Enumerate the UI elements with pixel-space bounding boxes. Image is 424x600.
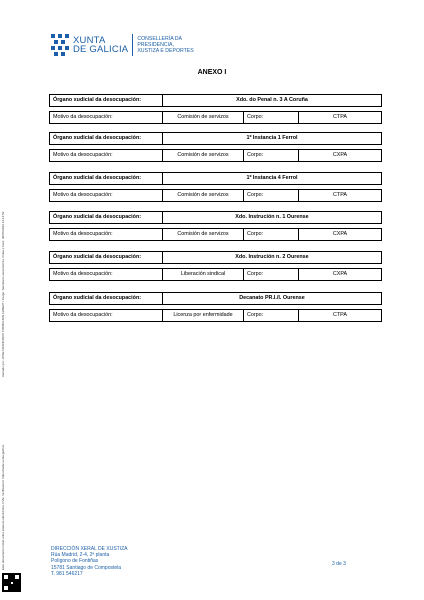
- xunta-crest-icon: [51, 34, 69, 57]
- conselleria-line1: CONSELLERÍA DA: [137, 36, 183, 42]
- document-title: ANEXO I: [197, 69, 227, 76]
- organo-value: Xdo. Instrución n. 2 Ourense: [163, 252, 382, 264]
- corpo-label: Corpo:: [244, 229, 299, 241]
- corpo-label: Corpo:: [244, 269, 299, 281]
- motivo-label: Motivo da desocupación:: [50, 229, 163, 241]
- organo-label: Órgano xudicial da desocupación:: [50, 133, 163, 145]
- conselleria-line2: PRESIDENCIA,: [137, 42, 174, 48]
- vacancy-table-grid: [49, 211, 382, 241]
- organo-row: [50, 293, 382, 305]
- organo-value: Xdo. Instrución n. 1 Ourense: [163, 212, 382, 224]
- corpo-value: CTPA: [299, 190, 382, 202]
- corpo-label: Corpo:: [244, 112, 299, 124]
- organo-label: Órgano xudicial da desocupación:: [50, 252, 163, 264]
- qr-code-icon: [2, 573, 21, 592]
- motivo-value: Comisión de servizos: [163, 150, 244, 162]
- footer-line3: Polígono de Fontiñas: [51, 558, 99, 565]
- organo-value: Xdo. do Penal n. 3 A Coruña: [163, 95, 382, 107]
- vacancy-table-grid: [49, 132, 382, 162]
- motivo-row: [50, 269, 382, 281]
- corpo-value: CXPA: [299, 229, 382, 241]
- motivo-value: Comisión de servizos: [163, 112, 244, 124]
- vacancy-table: [49, 94, 381, 124]
- corpo-label: Corpo:: [244, 190, 299, 202]
- organo-row: [50, 252, 382, 264]
- conselleria-name: [137, 36, 193, 54]
- vacancy-table: [49, 211, 381, 241]
- verification-side-text: Este documento inclúe unha sinatura electrónica. CVE: Verificación: https://sede.xunta.gal/cve: [1, 444, 5, 570]
- page-number: 3 de 3: [332, 561, 346, 567]
- vacancy-table-grid: [49, 94, 382, 124]
- vacancy-table: [49, 292, 381, 322]
- corpo-label: Corpo:: [244, 310, 299, 322]
- vacancy-table-grid: [49, 292, 382, 322]
- signature-side-text: Asinado por: JOSE FRANCISCO TRONCHON ALBERT / Cargo: Secretario xeral técnico / Data e hora: 30/07/2024 14:14:52: [1, 211, 5, 377]
- logo-divider: [132, 34, 133, 56]
- motivo-row: [50, 310, 382, 322]
- footer-address: [51, 546, 128, 577]
- conselleria-line3: XUSTIZA E DEPORTES: [137, 48, 194, 54]
- logo-line2: DE GALICIA: [73, 44, 129, 55]
- organo-value: 1º Instancia 4 Ferrol: [163, 173, 382, 185]
- motivo-label: Motivo da desocupación:: [50, 190, 163, 202]
- vacancy-table-grid: [49, 172, 382, 202]
- organo-label: Órgano xudicial da desocupación:: [50, 293, 163, 305]
- motivo-value: Licenza por enfermidade: [163, 310, 244, 322]
- vacancy-table: [49, 132, 381, 162]
- corpo-value: CTPA: [299, 310, 382, 322]
- organo-row: [50, 95, 382, 107]
- motivo-row: [50, 112, 382, 124]
- motivo-row: [50, 190, 382, 202]
- logo-text: [73, 36, 128, 54]
- motivo-label: Motivo da desocupación:: [50, 150, 163, 162]
- motivo-value: Comisión de servizos: [163, 190, 244, 202]
- motivo-label: Motivo da desocupación:: [50, 310, 163, 322]
- organo-row: [50, 212, 382, 224]
- organo-value: Decanato PR.I./I. Ourense: [163, 293, 382, 305]
- vacancy-table: [49, 172, 381, 202]
- logo-line1: XUNTA: [73, 35, 106, 46]
- motivo-row: [50, 150, 382, 162]
- organo-label: Órgano xudicial da desocupación:: [50, 173, 163, 185]
- motivo-label: Motivo da desocupación:: [50, 269, 163, 281]
- organo-label: Órgano xudicial da desocupación:: [50, 212, 163, 224]
- footer-line5: T. 981 546217: [51, 570, 83, 577]
- vacancy-table: [49, 251, 381, 281]
- motivo-label: Motivo da desocupación:: [50, 112, 163, 124]
- xunta-logo: [51, 33, 194, 57]
- footer-line4: 15781 Santiago de Compostela: [51, 564, 122, 571]
- organo-value: 1º Instancia 1 Ferrol: [163, 133, 382, 145]
- footer-line1: DIRECCIÓN XERAL DE XUSTIZA: [51, 546, 128, 552]
- motivo-row: [50, 229, 382, 241]
- motivo-value: Comisión de servizos: [163, 229, 244, 241]
- organo-label: Órgano xudicial da desocupación:: [50, 95, 163, 107]
- corpo-value: CXPA: [299, 269, 382, 281]
- corpo-value: CXPA: [299, 150, 382, 162]
- vacancy-table-grid: [49, 251, 382, 281]
- organo-row: [50, 173, 382, 185]
- organo-row: [50, 133, 382, 145]
- corpo-label: Corpo:: [244, 150, 299, 162]
- motivo-value: Liberación sindical: [163, 269, 244, 281]
- corpo-value: CTPA: [299, 112, 382, 124]
- footer-line2: Rúa Madrid, 2-4, 2ª planta: [51, 552, 110, 559]
